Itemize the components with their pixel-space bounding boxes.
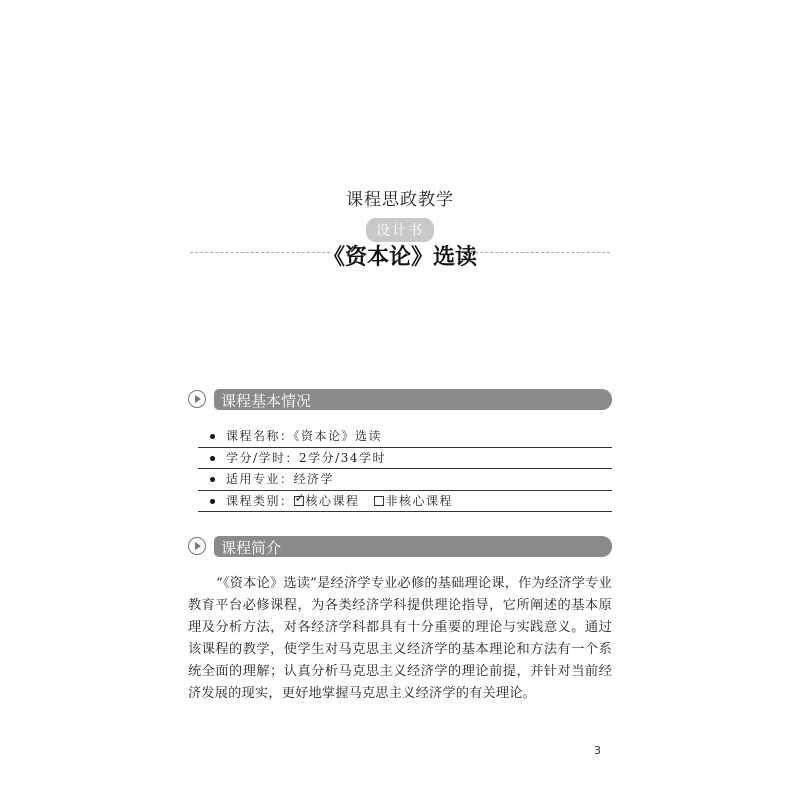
- checkbox-core: [294, 490, 305, 506]
- info-label: 学分/学时：: [226, 450, 300, 465]
- checkmark-icon: ✓: [294, 490, 305, 505]
- bullet-icon: [210, 434, 215, 439]
- play-circle-icon: [188, 537, 206, 555]
- page-title: 《资本论》选读: [322, 245, 477, 270]
- option-label: 核心课程: [305, 493, 360, 508]
- dashed-divider-right: [470, 252, 610, 253]
- title-block: [0, 185, 800, 242]
- section-header-intro: [188, 536, 612, 558]
- bullet-icon: [210, 477, 215, 482]
- info-value: 2学分/34学时: [299, 450, 386, 465]
- info-row-major: [198, 469, 612, 491]
- design-book-wrap: [0, 218, 800, 242]
- pre-title: 课程思政教学: [346, 190, 454, 210]
- info-label: 课程名称：: [226, 429, 294, 443]
- info-value: 经济学: [293, 472, 335, 486]
- play-circle-icon: [188, 390, 206, 408]
- design-book-badge: 设计书: [366, 218, 434, 242]
- checkbox-non-core: [374, 496, 384, 506]
- info-label: 课程类别：: [226, 493, 294, 508]
- section-title: 课程简介: [221, 539, 282, 557]
- main-title-row: [0, 240, 800, 270]
- course-info-list: [198, 426, 612, 512]
- section-bar: [214, 389, 612, 410]
- page-number: 3: [594, 744, 601, 757]
- info-value: 《资本论》选读: [293, 429, 383, 443]
- info-row-course-name: [198, 426, 612, 448]
- info-row-category: [198, 491, 612, 513]
- section-header-basic-info: [188, 389, 612, 411]
- intro-paragraph: “《资本论》选读”是经济学专业必修的基础理论课，作为经济学专业教育平台必修课程，为各类经济学科提供理论指导，它所阐述的基本原理及分析方法，对各经济学科都具有十分重要的理论与实践意义。通过该课程的教学，使学生对马克思主义经济学的基本理论和方法有一个系统全面的理解；认真分析马克思主义经济学的理论前提，并针对当前经济发展的现实，更好地掌握马克思主义经济学的有关理论。: [188, 576, 612, 701]
- option-label: 非核心课程: [385, 493, 454, 508]
- info-row-credits: [198, 448, 612, 470]
- bullet-icon: [210, 499, 215, 504]
- section-title: 课程基本情况: [221, 392, 312, 410]
- section-bar: [214, 536, 612, 557]
- bullet-icon: [210, 456, 215, 461]
- info-label: 适用专业：: [226, 472, 294, 486]
